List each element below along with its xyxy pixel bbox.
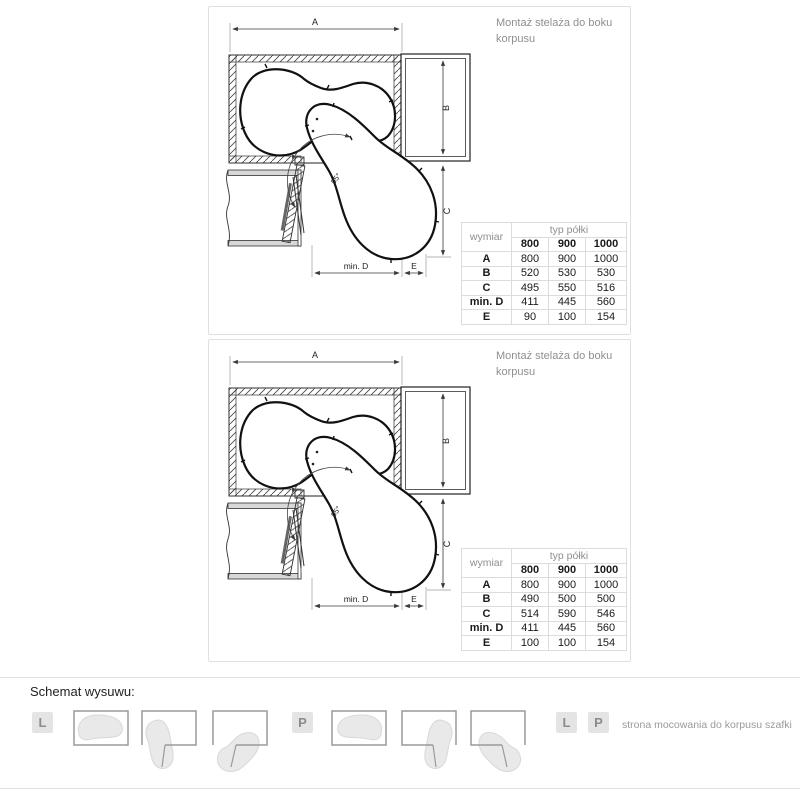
row-label: C xyxy=(462,281,512,296)
cell: 490 xyxy=(512,592,549,607)
table-header-dim: wymiar xyxy=(462,549,512,578)
dimension-table xyxy=(461,222,627,325)
pull-out-scheme-section xyxy=(0,677,800,789)
row-label: B xyxy=(462,266,512,281)
dim-label-a: A xyxy=(311,350,319,360)
cell: 411 xyxy=(512,295,549,310)
size-col: 800 xyxy=(512,563,549,578)
cell: 1000 xyxy=(586,578,627,593)
cell: 500 xyxy=(586,592,627,607)
mounting-note: Montaż stelaża do boku korpusu xyxy=(496,350,613,378)
size-col: 1000 xyxy=(586,563,627,578)
table-row xyxy=(462,266,627,281)
dim-label-c: C xyxy=(442,207,452,215)
table-row xyxy=(462,281,627,296)
cell: 1000 xyxy=(586,252,627,267)
table-row xyxy=(462,621,627,636)
cell: 445 xyxy=(549,621,586,636)
angle-label: 95° xyxy=(329,171,343,186)
size-col: 900 xyxy=(549,563,586,578)
cell: 516 xyxy=(586,281,627,296)
legend-caption: strona mocowania do korpusu szafki xyxy=(622,719,792,731)
diagram-block-bottom xyxy=(208,339,631,662)
table-header-dim: wymiar xyxy=(462,223,512,252)
table-row xyxy=(462,295,627,310)
cell: 546 xyxy=(586,607,627,622)
table-row xyxy=(462,310,627,325)
cell: 411 xyxy=(512,621,549,636)
dim-label-a: A xyxy=(311,17,319,27)
row-label: E xyxy=(462,310,512,325)
dim-label-mind: min. D xyxy=(343,261,369,271)
table-row xyxy=(462,578,627,593)
cell: 530 xyxy=(549,266,586,281)
cell: 154 xyxy=(586,636,627,651)
dim-label-b: B xyxy=(441,437,451,445)
mounting-note: Montaż stelaża do boku korpusu xyxy=(496,17,613,45)
table-row xyxy=(462,607,627,622)
angle-label: 95° xyxy=(329,504,343,519)
cell: 514 xyxy=(512,607,549,622)
cell: 100 xyxy=(512,636,549,651)
cell: 495 xyxy=(512,281,549,296)
cell: 520 xyxy=(512,266,549,281)
scheme-thumb-closed-right xyxy=(330,709,388,777)
right-version-badge: P xyxy=(292,712,313,733)
cell: 154 xyxy=(586,310,627,325)
diagram-block-top xyxy=(208,6,631,335)
table-row xyxy=(462,636,627,651)
row-label: min. D xyxy=(462,621,512,636)
cell: 560 xyxy=(586,621,627,636)
cell: 590 xyxy=(549,607,586,622)
size-col: 900 xyxy=(549,237,586,252)
legend-right-badge: P xyxy=(588,712,609,733)
scheme-thumb-closed-left xyxy=(72,709,130,777)
scheme-heading: Schemat wysuwu: xyxy=(30,684,135,699)
table-header-type: typ półki xyxy=(512,223,627,238)
row-label: A xyxy=(462,252,512,267)
row-label: A xyxy=(462,578,512,593)
table-header-type: typ półki xyxy=(512,549,627,564)
cell: 500 xyxy=(549,592,586,607)
cell: 800 xyxy=(512,578,549,593)
table-row xyxy=(462,592,627,607)
cell: 445 xyxy=(549,295,586,310)
legend-left-badge: L xyxy=(556,712,577,733)
row-label: C xyxy=(462,607,512,622)
dim-label-mind: min. D xyxy=(343,594,369,604)
cell: 100 xyxy=(549,310,586,325)
cell: 530 xyxy=(586,266,627,281)
size-col: 1000 xyxy=(586,237,627,252)
row-label: E xyxy=(462,636,512,651)
row-label: min. D xyxy=(462,295,512,310)
scheme-thumb-open1-left xyxy=(140,709,198,777)
size-col: 800 xyxy=(512,237,549,252)
dimension-table xyxy=(461,548,627,651)
scheme-thumb-open2-right xyxy=(469,709,527,777)
row-label: B xyxy=(462,592,512,607)
scheme-thumb-open2-left xyxy=(211,709,269,777)
dim-label-e: E xyxy=(411,261,417,271)
table-row xyxy=(462,252,627,267)
dim-label-c: C xyxy=(442,540,452,548)
left-version-badge: L xyxy=(32,712,53,733)
scheme-thumb-open1-right xyxy=(400,709,458,777)
dim-label-e: E xyxy=(411,594,417,604)
cell: 100 xyxy=(549,636,586,651)
cell: 560 xyxy=(586,295,627,310)
cell: 800 xyxy=(512,252,549,267)
cell: 550 xyxy=(549,281,586,296)
cell: 90 xyxy=(512,310,549,325)
dim-label-b: B xyxy=(441,104,451,112)
cell: 900 xyxy=(549,578,586,593)
cell: 900 xyxy=(549,252,586,267)
